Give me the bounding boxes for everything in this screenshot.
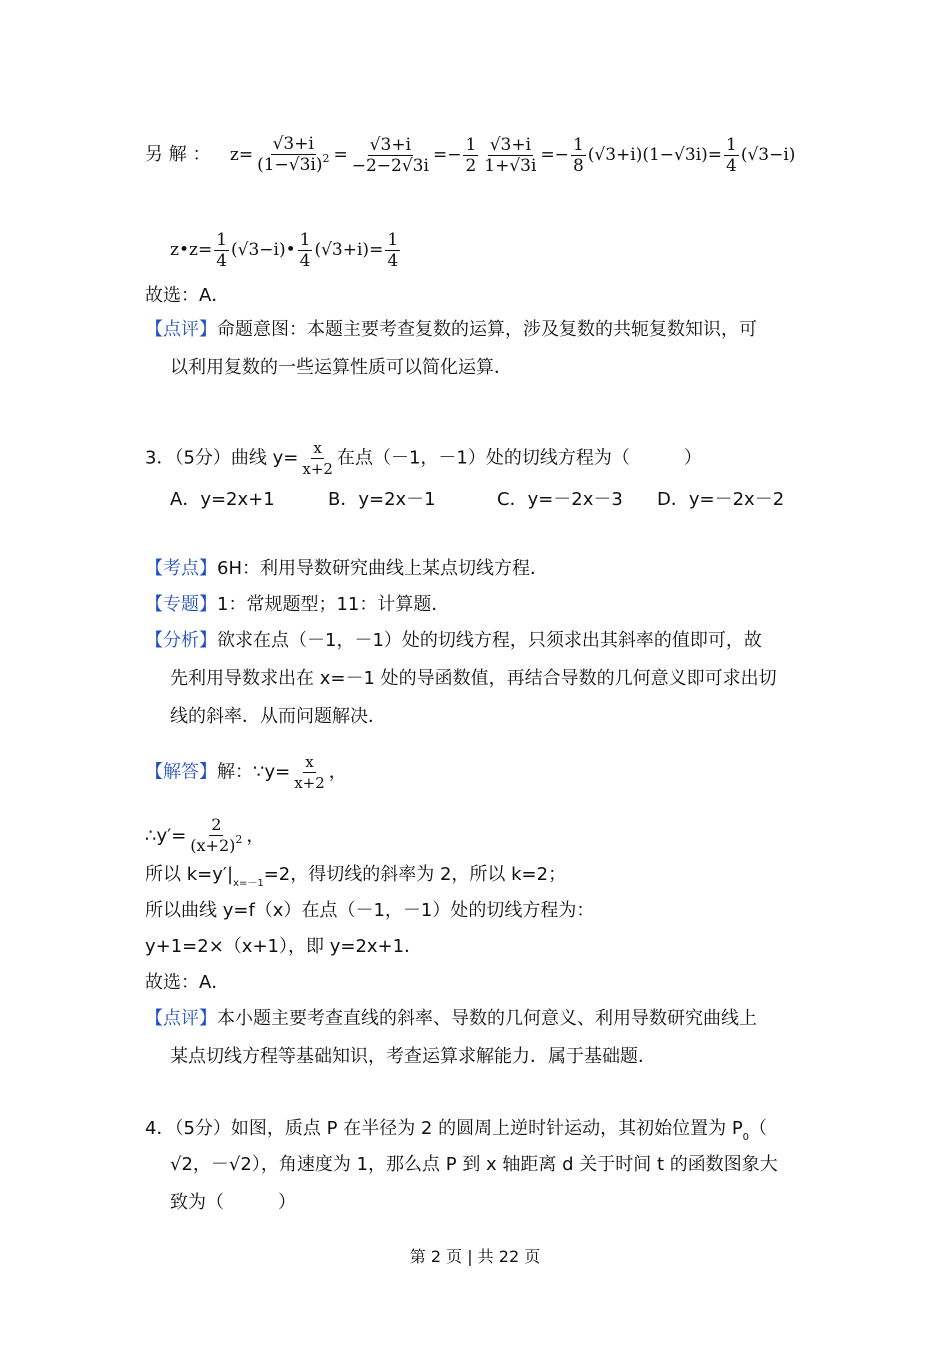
fraction-6-num: 1 [726,135,737,155]
jieda-comma: ， [328,761,347,783]
kaodian-tag: 【考点】 [145,558,217,579]
q3-option-b[interactable]: B．y=2x－1 [328,489,436,510]
q3-k-line [145,863,566,890]
q3-stem [145,438,702,479]
deriv-comma: ， [246,825,265,847]
jieda-frac-den: x+2 [294,774,325,792]
p1-choice: 故选：A． [145,285,230,306]
eq-neg-2: =− [540,145,569,165]
jieda-intro: 解：∵y= [217,761,291,783]
dianping-text-1: 本小题主要考查直线的斜率、导数的几何意义、利用导数研究曲线上 [217,1008,757,1029]
q3-dianping-line2: 某点切线方程等基础知识，考查运算求解能力．属于基础题． [170,1046,656,1067]
q3-frac-num: x [313,439,322,457]
fraction-3 [463,135,478,176]
zz-mid2: (√3+i)= [314,240,384,260]
deriv-prefix: ∴y′= [145,825,187,847]
zz-fraction-b [298,230,313,271]
fraction-4-num: √3+i [489,135,532,155]
zz-fraction-c [385,230,400,271]
fraction-4 [482,135,538,176]
q3-choice: 故选：A． [145,972,230,993]
q3-stem-fraction [300,438,335,479]
zz-fraction-a [214,230,229,271]
z-prefix: z= [229,145,254,165]
zz-mid: (√3−i)• [231,240,296,260]
fraction-6-den: 4 [726,156,737,176]
deriv-den [188,833,244,858]
k-line-a: 所以 k=y′| [145,864,234,885]
q4-line3: 致为（ ） [170,1192,296,1213]
deriv-den-sup: 2 [235,833,243,846]
comment-tag: 【点评】 [145,319,217,340]
q3-eq-line: y+1=2×（x+1），即 y=2x+1． [145,936,423,957]
fenxi-text-1: 欲求在点（－1，－1）处的切线方程，只须求出其斜率的值即可，故 [217,630,762,651]
q3-dianping-line1 [145,1007,757,1031]
product-text: (√3+i)(1−√3i)= [587,145,723,165]
zz-b-den: 4 [299,251,311,271]
fraction-4-den: 1+√3i [484,156,537,176]
fraction-1 [255,134,331,177]
zhuanti-tag: 【专题】 [145,594,217,615]
q4-line1 [145,1117,767,1144]
q3-option-d[interactable]: D．y=－2x－2 [657,489,785,510]
deriv-den-text: (x+2) [190,836,236,855]
deriv-num: 2 [211,815,222,834]
fraction-2-den: −2−2√3i [351,156,429,176]
q3-kaodian [145,557,548,581]
q4-line1-end: （ [749,1118,768,1139]
k-line-b: =2，得切线的斜率为 2，所以 k=2； [263,864,567,885]
jieda-fraction [292,752,327,793]
fraction-3-den: 2 [465,156,477,176]
q3-fenxi-line2: 先利用导数求出在 x=－1 处的导函数值，再结合导数的几何意义即可求出切 [170,668,777,689]
alt-solution-tail: (√3−i) [740,145,796,165]
alt-solution-line: 另 解 ： z= $\frac{√3+i}{(1-√3i)^2}$ = $\frac{√3+i}{-2-2√3i}$ =− $\frac{1}{2}$ $\frac{√3+i}{1+√3i}$ =− $\frac{1}{8}$ (√3+i)(1−√3i)= $\frac{1}{4}$ (√3−i) [145,134,796,176]
fraction-6 [724,135,739,176]
q3-curve-line: 所以曲线 y=f（x）在点（－1，－1）处的切线方程为： [145,900,595,921]
fraction-1-den [255,152,331,177]
fraction-5 [571,135,586,176]
q3-stem-a: 3．（5分）曲线 y= [145,447,299,469]
q3-stem-b: 在点（－1，－1）处的切线方程为（ ） [336,447,702,469]
fraction-2-num: √3+i [369,135,412,155]
page-footer: 第 2 页 | 共 22 页 [409,1247,541,1266]
zz-c-num: 1 [387,230,399,250]
zz-a-den: 4 [216,251,228,271]
fraction-5-num: 1 [572,135,584,155]
zhuanti-text: 1：常规题型；11：计算题． [217,594,450,615]
q4-p-sub: 0 [742,1132,750,1143]
k-line-sub: x=－1 [233,878,264,889]
zz-prefix: z•z= [170,240,213,260]
fraction-5-den: 8 [572,156,584,176]
zz-c-den: 4 [387,251,399,271]
derivative-fraction [188,815,244,858]
p1-comment-line1 [145,318,757,342]
fraction-2 [350,135,431,176]
q3-zhuanti [145,593,449,617]
eq-neg: =− [432,145,462,165]
fenxi-tag: 【分析】 [145,630,217,651]
p1-comment-line2: 以利用复数的一些运算性质可以简化运算． [170,357,512,378]
jieda-frac-num: x [305,753,314,771]
dianping-tag: 【点评】 [145,1008,217,1029]
fraction-3-num: 1 [465,135,477,155]
q3-option-a[interactable]: A．y=2x+1 [170,489,275,510]
z-conj-line [170,230,402,271]
q4-line2: √2，－√2），角速度为 1，那么点 P 到 x 轴距离 d 关于时间 t 的函数图象大 [170,1154,778,1175]
kaodian-text: 6H：利用导数研究曲线上某点切线方程． [217,558,548,579]
q3-jieda-line [145,752,347,793]
q3-option-c[interactable]: C．y=－2x－3 [497,489,623,510]
alt-solution-label: 另 解 ： [145,144,211,165]
fraction-1-num: √3+i [272,134,314,154]
jieda-tag: 【解答】 [145,761,217,783]
fraction-1-den-sup: 2 [322,152,330,165]
fraction-1-den-text: (1−√3i) [257,155,323,175]
q4-text-1: 4．（5分）如图，质点 P 在半径为 2 的圆周上逆时针运动，其初始位置为 P [145,1118,743,1139]
zz-a-num: 1 [216,230,228,250]
q3-derivative-line [145,815,264,858]
q3-fenxi-line1 [145,629,762,653]
zz-b-num: 1 [299,230,311,250]
q3-fenxi-line3: 线的斜率．从而问题解决． [170,706,386,727]
p1-comment-text-1: 命题意图：本题主要考查复数的运算，涉及复数的共轭复数知识，可 [217,319,757,340]
q3-frac-den: x+2 [302,460,333,478]
